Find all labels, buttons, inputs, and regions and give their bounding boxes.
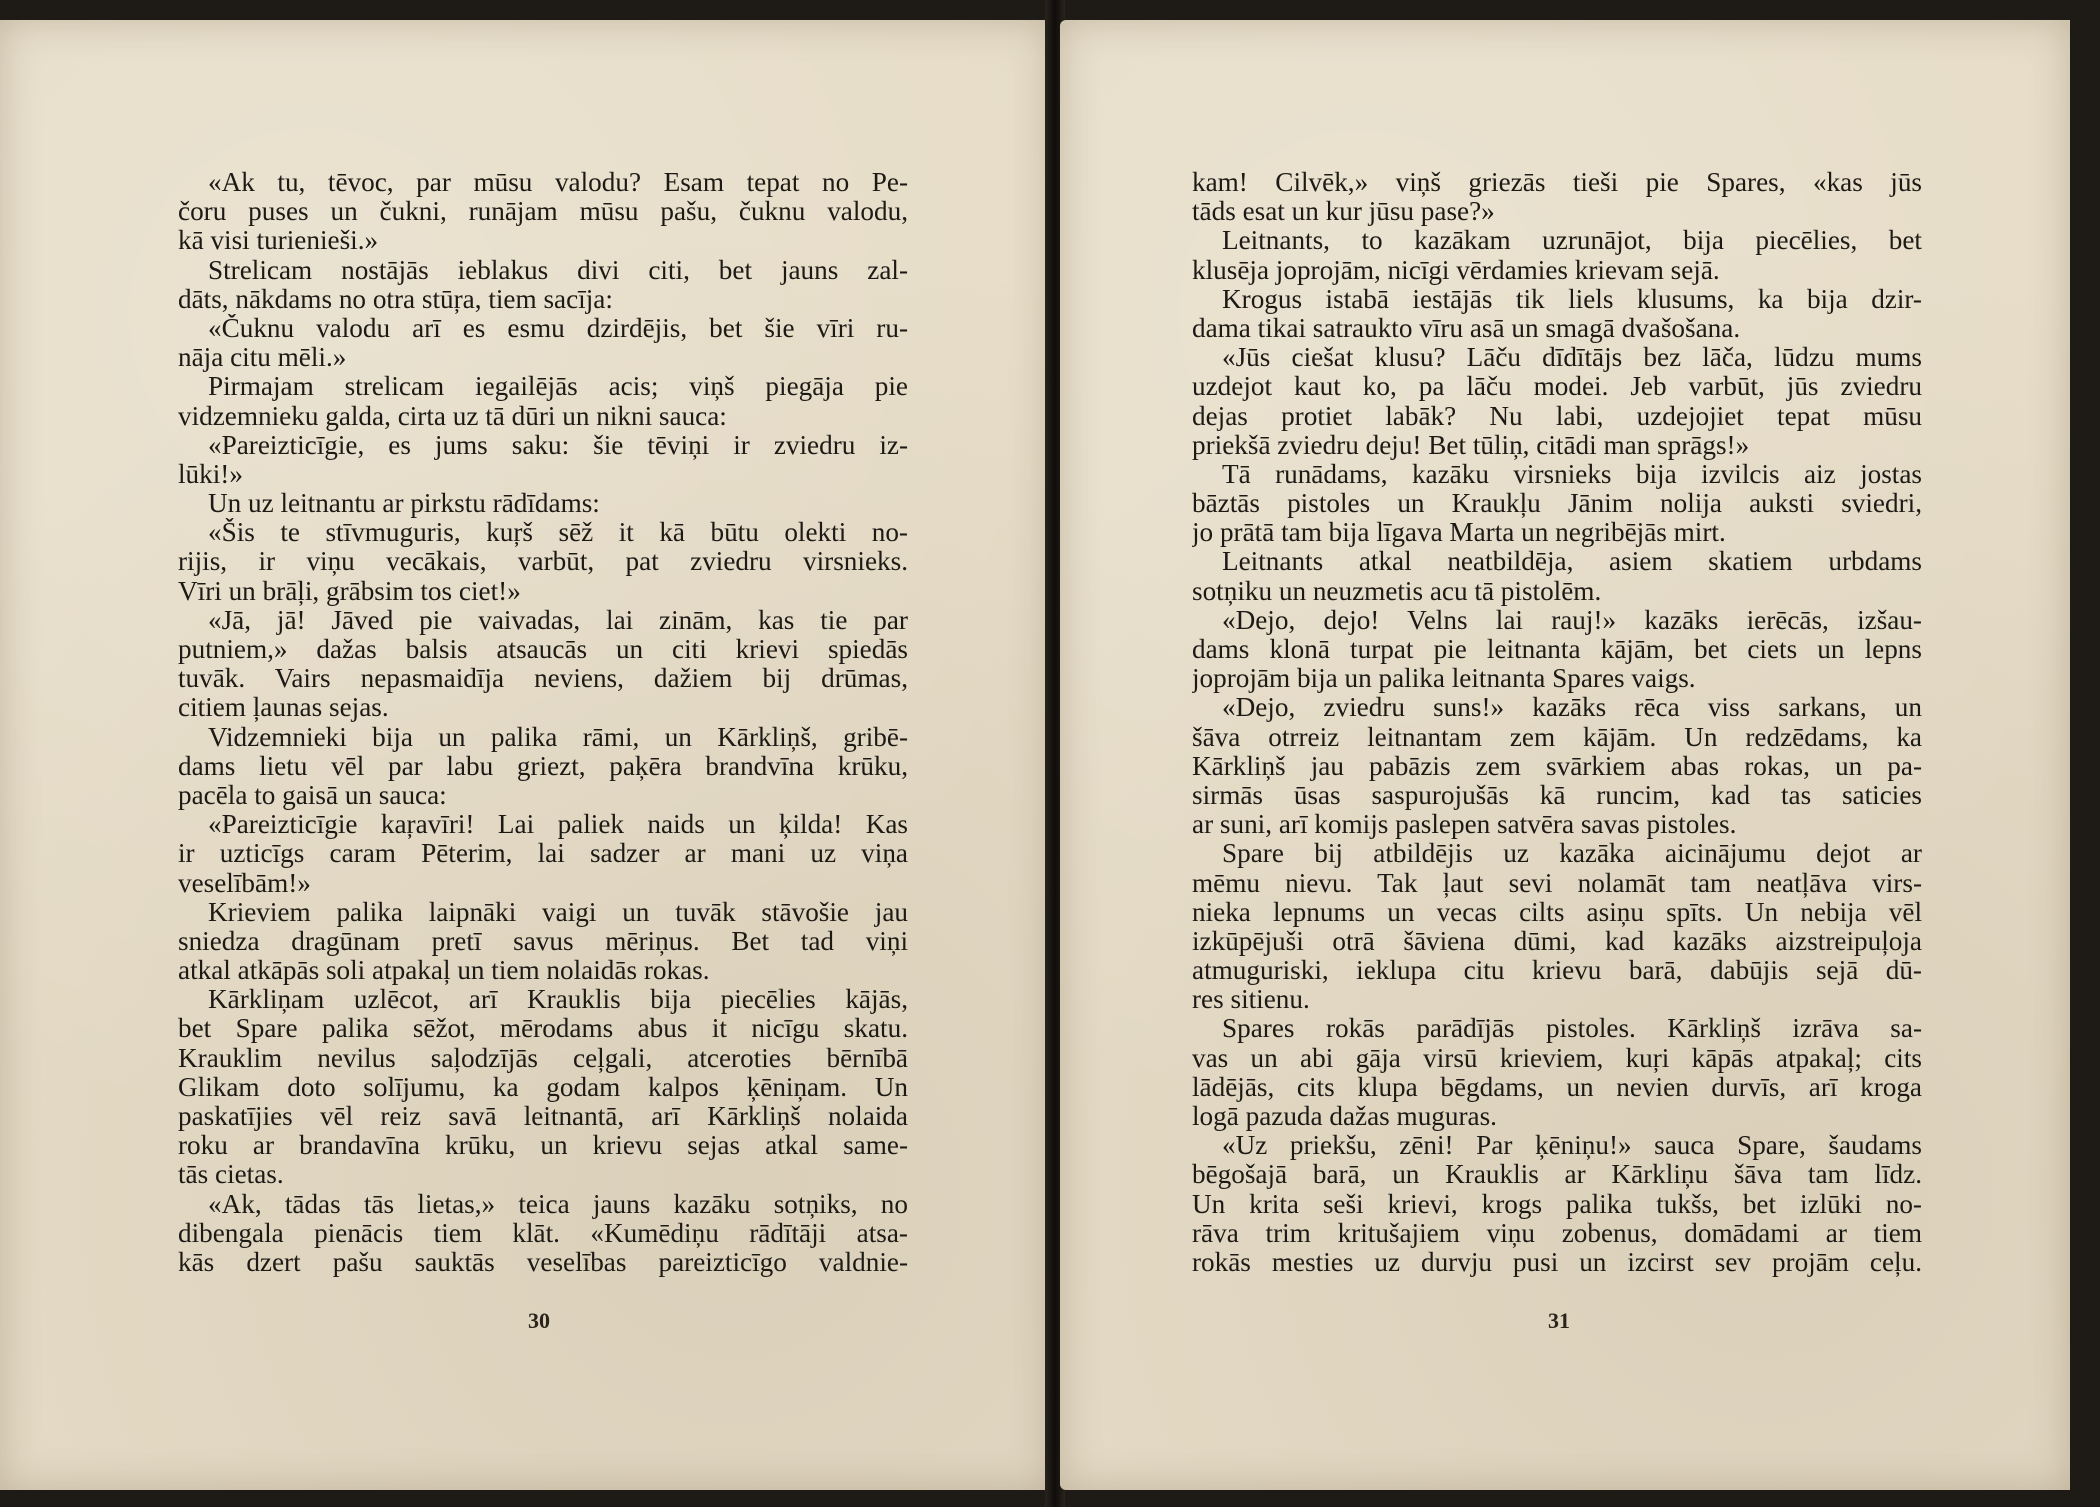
text-line: «Jā, jā! Jāved pie vaivadas, lai zinām, kas tie par — [208, 605, 908, 635]
text-line: dams klonā turpat pie leitnanta kājām, bet ciets un lepns — [1192, 635, 1922, 664]
text-line: rijis, ir viņu vecākais, varbūt, pat zviedru virsnieks. — [178, 547, 908, 577]
text-line: Strelicam nostājās ieblakus divi citi, bet jauns zal- — [208, 255, 908, 285]
text-line: putniem,» dažas balsis atsaucās un citi krievi spiedās — [178, 635, 908, 664]
text-line: Leitnants atkal neatbildēja, asiem skatiem urbdams — [1222, 547, 1922, 577]
text-line: «Jūs ciešat klusu? Lāču dīdītājs bez lāča, lūdzu mums — [1222, 343, 1922, 373]
text-line: Un krita seši krievi, krogs palika tukšs, bet izlūki no- — [1192, 1189, 1922, 1219]
text-line: logā pazuda dažas muguras. — [1192, 1102, 1497, 1131]
text-line: Spare bij atbildējis uz kazāka aicinājumu dejot ar — [1222, 839, 1922, 869]
text-line: «Čuknu valodu arī es esmu dzirdējis, bet šie vīri ru- — [208, 313, 908, 343]
text-line: Spares rokās parādījās pistoles. Kārkliņš izrāva sa- — [1222, 1014, 1922, 1044]
text-line: bēgošajā barā, un Krauklis ar Kārkliņu šāva tam līdz. — [1192, 1160, 1922, 1190]
text-line: «Šis te stīvmuguris, kuŗš sēž it kā būtu olekti no- — [208, 518, 908, 548]
text-line: šāva otrreiz leitnantam zem kājām. Un redzēdams, ka — [1192, 722, 1922, 752]
left-page-number: 30 — [528, 1308, 550, 1333]
text-line: Pirmajam strelicam iegailējās acis; viņš piegāja pie — [208, 372, 908, 402]
text-line: tuvāk. Vairs nepasmaidīja neviens, dažiem bij drūmas, — [178, 664, 908, 694]
text-line: Krieviem palika laipnāki vaigi un tuvāk stāvošie jau — [208, 897, 908, 927]
left-page-text — [178, 168, 908, 1277]
right-page-number: 31 — [1548, 1308, 1570, 1333]
text-line: izkūpējuši otrā šāviena dūmi, kad kazāks aizstreipuļoja — [1192, 926, 1922, 956]
text-line: roku ar brandavīna krūku, un krievu sejas atkal same- — [178, 1131, 908, 1161]
text-line: mēmu nievu. Tak ļaut sevi nolamāt tam neatļāva virs- — [1192, 868, 1922, 898]
text-line: Kārkliņam uzlēcot, arī Krauklis bija piecēlies kājās, — [208, 985, 908, 1015]
text-line: res sitienu. — [1192, 985, 1310, 1015]
text-line: Kārkliņš jau pabāzis zem svārkiem abas rokas, un pa- — [1192, 751, 1922, 781]
text-line: sniedza dragūnam pretī savus mēriņus. Bet tad viņi — [178, 926, 908, 956]
text-line: Krogus istabā iestājās tik liels klusums, ka bija dzir- — [1222, 284, 1922, 314]
text-line: Vidzemnieki bija un palika rāmi, un Kārkliņš, gribē- — [208, 722, 908, 752]
text-line: atmuguriski, ieklupa citu krievu barā, dabūjis sejā dū- — [1192, 956, 1922, 986]
text-line: sirmās ūsas saspurojušās kā runcim, kad tas saticies — [1192, 780, 1922, 810]
text-line: dibengala pienācis tiem klāt. «Kumēdiņu rādītāji atsa- — [178, 1218, 908, 1248]
text-line: sotņiku un neuzmetis acu tā pistolēm. — [1192, 576, 1602, 606]
text-line: Un uz leitnantu ar pirkstu rādīdams: — [208, 489, 600, 519]
right-page-text — [1192, 168, 1922, 1277]
text-line: tās cietas. — [178, 1160, 284, 1190]
text-line: jo prātā tam bija līgava Marta un negribējās mirt. — [1192, 518, 1726, 548]
right-page — [1060, 20, 2070, 1490]
text-line: «Ak, tādas tās lietas,» teica jauns kazāku sotņiks, no — [208, 1189, 908, 1219]
left-page — [0, 20, 1050, 1490]
text-line: Tā runādams, kazāku virsnieks bija izvilcis aiz jostas — [1222, 459, 1922, 489]
text-line: vidzemnieku galda, cirta uz tā dūri un nikni sauca: — [178, 401, 727, 431]
text-line: lādējās, cits klupa bēgdams, un nevien durvīs, arī kroga — [1192, 1072, 1922, 1102]
text-line: čoru puses un čukni, runājam mūsu pašu, čuknu valodu, — [178, 197, 908, 227]
text-line: Leitnants, to kazākam uzrunājot, bija piecēlies, bet — [1222, 226, 1922, 256]
text-line: nieka lepnums un vecas cilts asiņu spīts. Un nebija vēl — [1192, 897, 1922, 927]
text-line: atkal atkāpās soli atpakaļ un tiem nolaidās rokas. — [178, 956, 710, 986]
text-line: Krauklim nevilus saļodzījās ceļgali, atceroties bērnībā — [178, 1043, 908, 1073]
text-line: ar suni, arī komijs paslepen satvēra savas pistoles. — [1192, 810, 1737, 840]
text-line: paskatījies vēl reiz savā leitnantā, arī Kārkliņš nolaida — [178, 1102, 908, 1131]
text-line: «Uz priekšu, zēni! Par ķēniņu!» sauca Spare, šaudams — [1222, 1131, 1922, 1161]
text-line: dams lietu vēl par labu griezt, paķēra brandvīna krūku, — [178, 751, 908, 781]
text-line: citiem ļaunas sejas. — [178, 693, 389, 723]
text-line: pacēla to gaisā un sauca: — [178, 780, 447, 810]
text-line: vas un abi gāja virsū krieviem, kuŗi kāpās atpakaļ; cits — [1192, 1043, 1922, 1073]
text-line: veselībām!» — [178, 868, 311, 898]
text-line: kam! Cilvēk,» viņš griezās tieši pie Spares, «kas jūs — [1192, 168, 1922, 197]
text-line: ir uzticīgs caram Pēterim, lai sadzer ar mani uz viņa — [178, 839, 908, 869]
text-line: kās dzert pašu sauktās veselības pareizticīgo valdnie- — [178, 1247, 908, 1277]
text-line: tāds esat un kur jūsu pase?» — [1192, 197, 1495, 227]
text-line: priekšā zviedru deju! Bet tūliņ, citādi man sprāgs!» — [1192, 430, 1750, 460]
text-line: bāztās pistoles un Kraukļu Jānim nolija auksti sviedri, — [1192, 489, 1922, 519]
text-line: lūki!» — [178, 459, 243, 489]
text-line: rāva trim kritušajiem viņu zobenus, domādami ar tiem — [1192, 1218, 1922, 1248]
text-line: «Ak tu, tēvoc, par mūsu valodu? Esam tepat no Pe- — [208, 168, 908, 197]
text-line: uzdejot kaut ko, pa lāču modei. Jeb varbūt, jūs zviedru — [1192, 372, 1922, 402]
text-line: Vīri un brāļi, grābsim tos ciet!» — [178, 576, 521, 606]
text-line: dāts, nākdams no otra stūŗa, tiem sacīja: — [178, 284, 613, 314]
text-line: dejas protiet labāk? Nu labi, uzdejojiet tepat mūsu — [1192, 401, 1922, 431]
text-line: kā visi turienieši.» — [178, 226, 379, 256]
text-line: «Pareizticīgie, es jums saku: šie tēviņi ir zviedru iz- — [208, 430, 908, 460]
text-line: klusēja joprojām, nicīgi vērdamies krievam sejā. — [1192, 255, 1720, 285]
text-line: «Dejo, dejo! Velns lai rauj!» kazāks ierēcās, izšau- — [1222, 605, 1922, 635]
text-line: rokās mesties uz durvju pusi un izcirst sev projām ceļu. — [1192, 1247, 1922, 1277]
text-line: «Pareizticīgie kaŗavīri! Lai paliek naids un ķilda! Kas — [208, 810, 908, 840]
text-line: dama tikai satraukto vīru asā un smagā dvašošana. — [1192, 313, 1741, 343]
text-line: nāja citu mēli.» — [178, 343, 347, 373]
text-line: joprojām bija un palika leitnanta Spares vaigs. — [1192, 664, 1696, 694]
text-line: Glikam doto solījumu, ka godam kalpos ķēniņam. Un — [178, 1072, 908, 1102]
text-line: «Dejo, zviedru suns!» kazāks rēca viss sarkans, un — [1222, 693, 1922, 723]
text-line: bet Spare palika sēžot, mērodams abus it nicīgu skatu. — [178, 1014, 908, 1044]
